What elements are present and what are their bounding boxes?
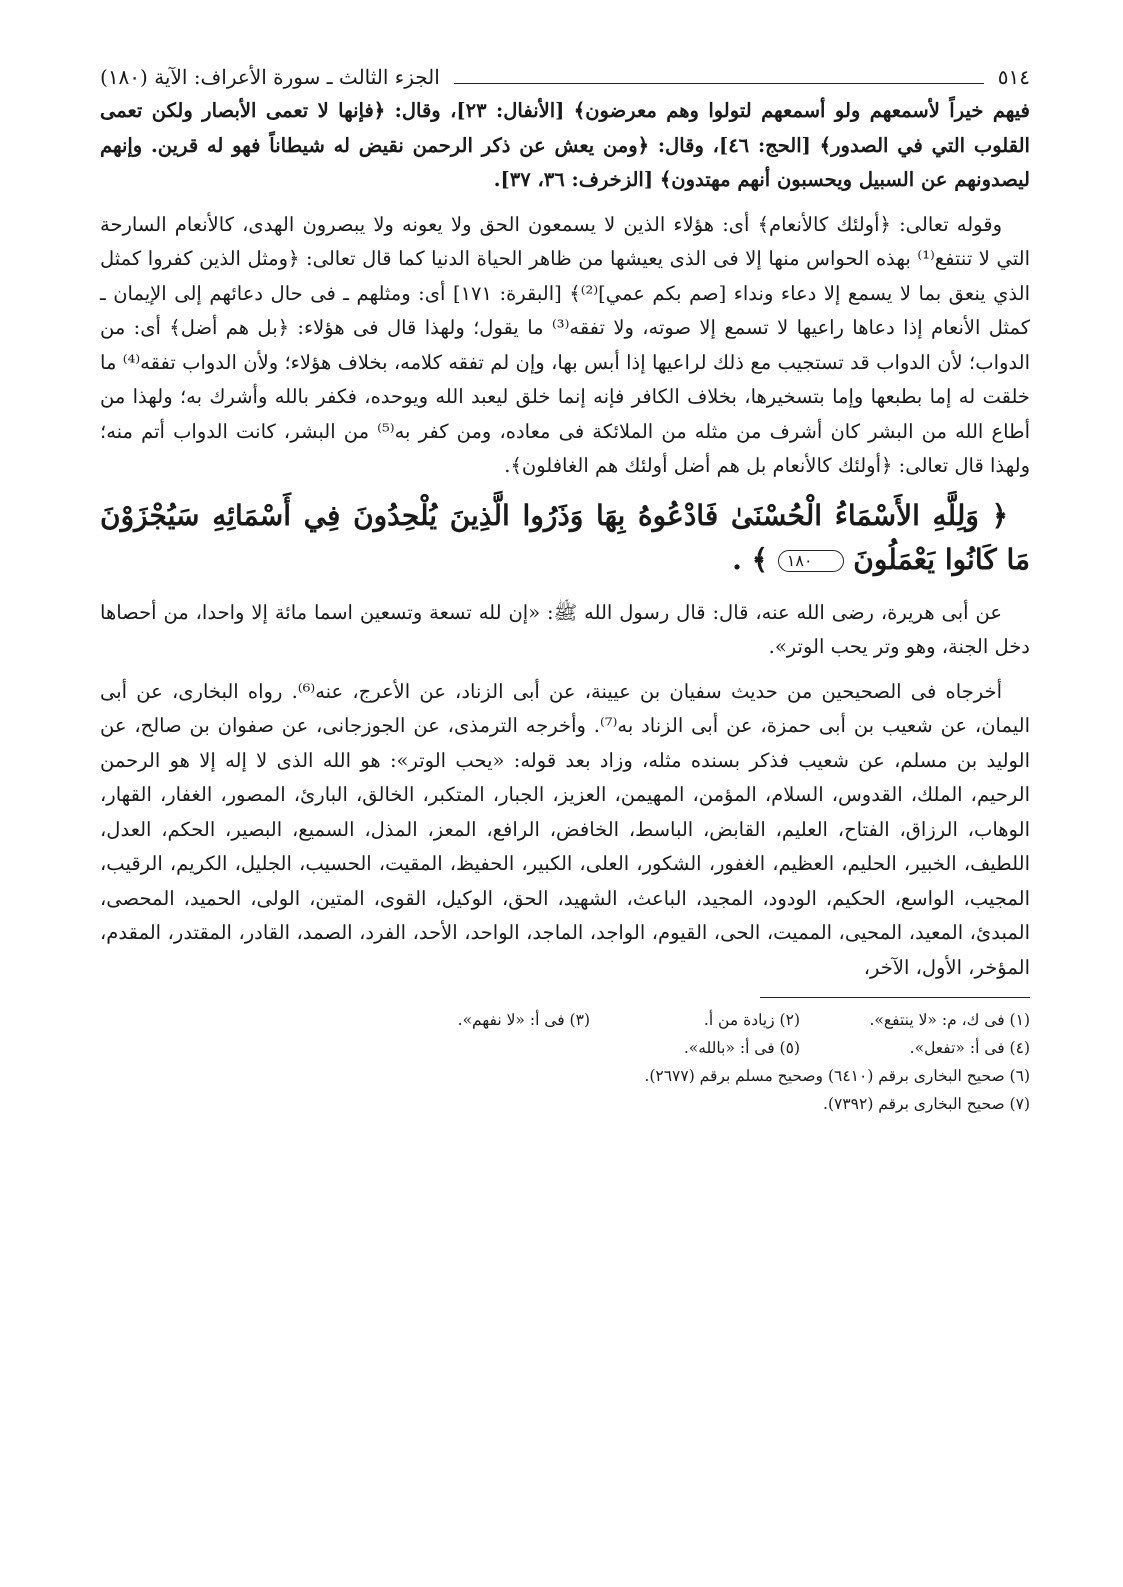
footnote-separator <box>760 997 1030 998</box>
verse-closing: ﴾ . <box>732 542 768 576</box>
header-rule <box>454 83 984 84</box>
footnote-1: (١) فى ك، م: «لا ينتفع». <box>869 1011 1030 1029</box>
footnote-3: (٣) فى أ: «لا نفهم». <box>457 1011 590 1029</box>
footnote-4: (٤) فى أ: «تفعل». <box>909 1039 1030 1057</box>
hadith-paragraph: عن أبى هريرة، رضى الله عنه، قال: قال رسول الله ﷺ: «إن لله تسعة وتسعين اسما مائة إلا واحدا، من أحصاها دخل الجنة، وهو وتر يحب الوتر». <box>100 600 1030 658</box>
footnote-row-4 <box>100 1090 1030 1118</box>
verse-text: ﴿ وَلِلَّهِ الأَسْمَاءُ الْحُسْنَىٰ فَادْعُوهُ بِهَا وَذَرُوا الَّذِينَ يُلْحِدُونَ فِي أَسْمَائِهِ سَيُجْزَوْنَ مَا كَانُوا يَعْمَلُونَ <box>100 498 1030 576</box>
footnote-5: (٥) فى أ: «بالله». <box>683 1039 800 1057</box>
footnote-7: (٧) صحيح البخارى برقم (٧٣٩٢). <box>823 1095 1030 1113</box>
commentary-paragraph: أخرجاه فى الصحيحين من حديث سفيان بن عيينة، عن أبى الزناد، عن الأعرج، عنه⁽⁶⁾. رواه البخارى، عن أبى اليمان، عن شعيب بن أبى حمزة، عن أبى الزناد به⁽⁷⁾. وأخرجه الترمذى، عن الجوزجانى، عن صفوان بن صالح، عن الوليد بن مسلم، عن شعيب فذكر بسنده مثله، وزاد بعد قوله: «يحب الوتر»: هو الله الذى لا إله إلا هو الرحمن الرحيم، الملك، القدوس، السلام، المؤمن، المهيمن، العزيز، الجبار، المتكبر، الخالق، البارئ، المصور، الغفار، القهار، الوهاب، الرزاق، الفتاح، العليم، القابض، الباسط، الخافض، الرافع، المعز، المذل، السميع، البصير، الحكم، العدل، اللطيف، الخبير، الحليم، العظيم، الغفور، الشكور، العلى، الكبير، الحفيظ، المقيت، الحسيب، الجليل، الكريم، الرقيب، المجيب، الواسع، الحكيم، الودود، المجيد، الباعث، الشهيد، الحق، الوكيل، القوى، المتين، الولى، الحميد، المحصى، المبدئ، المعيد، المحيى، المميت، الحى، القيوم، الواجد، الماجد، الواحد، الأحد، الفرد، الصمد، القادر، المقتدر، المقدم، المؤخر، الأول، الآخر، <box>100 679 1030 979</box>
quran-verse <box>100 494 1030 582</box>
ayah-number: ١٨٠ <box>778 550 844 572</box>
page-number: ٥١٤ <box>997 65 1030 89</box>
page-header <box>100 62 1030 94</box>
footnote-row-1 <box>100 1006 1030 1034</box>
footnote-row-3 <box>100 1062 1030 1090</box>
footnote-2: (٢) زيادة من أ. <box>703 1011 800 1029</box>
footnote-row-2 <box>100 1034 1030 1062</box>
running-title: الجزء الثالث ـ سورة الأعراف: الآية (١٨٠) <box>100 65 440 89</box>
tafsir-paragraph: وقوله تعالى: ﴿أولئك كالأنعام﴾ أى: هؤلاء الذين لا يسمعون الحق ولا يعونه ولا يبصرون الهدى، كالأنعام السارحة التي لا تنتفع⁽¹⁾ بهذه الحواس منها إلا فى الذى يعيشها من ظاهر الحياة الدنيا كما قال تعالى: ﴿ومثل الذين كفروا كمثل الذي ينعق بما لا يسمع إلا دعاء ونداء [صم بكم عمي]⁽²⁾﴾ [البقرة: ١٧١] أى: ومثلهم ـ فى حال دعائهم إلى الإيمان ـ كمثل الأنعام إذا دعاها راعيها لا تسمع إلا صوته، ولا تفقه⁽³⁾ ما يقول؛ ولهذا قال فى هؤلاء: ﴿بل هم أضل﴾ أى: من الدواب؛ لأن الدواب قد تستجيب مع ذلك لراعيها إذا أبس بها، وإن لم تفقه كلامه، بخلاف هؤلاء؛ ولأن الدواب تفقه⁽⁴⁾ ما خلقت له إما بطبعها وإما بتسخيرها، بخلاف الكافر فإنه إنما خلق ليعبد الله ويوحده، فكفر بالله وأشرك به؛ ولهذا من أطاع الله من البشر كان أشرف من مثله من الملائكة فى معاده، ومن كفر به⁽⁵⁾ من البشر، كانت الدواب أتم منه؛ ولهذا قال تعالى: ﴿أولئك كالأنعام بل هم أضل أولئك هم الغافلون﴾. <box>100 212 1031 477</box>
document-page <box>100 62 1030 1562</box>
footnote-6: (٦) صحيح البخارى برقم (٦٤١٠) وصحيح مسلم برقم (٢٦٧٧). <box>644 1067 1030 1085</box>
quran-citations-paragraph: فيهم خيراً لأسمعهم ولو أسمعهم لتولوا وهم معرضون﴾ [الأنفال: ٢٣]، وقال: ﴿فإنها لا تعمى الأبصار ولكن تعمى القلوب التي في الصدور﴾ [الحج: ٤٦]، وقال: ﴿ومن يعش عن ذكر الرحمن نقيض له شيطاناً فهو له قرين. وإنهم ليصدونهم عن السبيل ويحسبون أنهم مهتدون﴾ [الزخرف: ٣٦، ٣٧]. <box>100 99 1030 191</box>
